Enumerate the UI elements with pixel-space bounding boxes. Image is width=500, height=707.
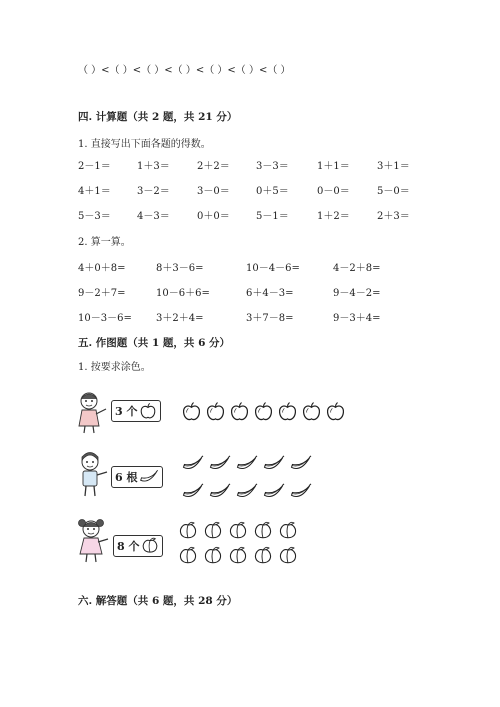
equation: 3＋2＋4= xyxy=(156,313,204,324)
equation: 1＋2＝ xyxy=(317,211,350,222)
banana-row xyxy=(181,454,313,473)
bubble-apple xyxy=(111,400,161,422)
peach-icon xyxy=(278,546,298,566)
apple-icon xyxy=(301,401,322,422)
boy-icon xyxy=(76,450,110,498)
peach-icon xyxy=(203,521,223,541)
equation: 9－4－2= xyxy=(333,288,381,299)
apple-icon xyxy=(205,401,226,422)
bubble-banana xyxy=(111,466,163,488)
banana-icon xyxy=(235,482,259,501)
banana-icon xyxy=(181,454,205,473)
equation: 2＋3＝ xyxy=(377,211,410,222)
equation: 4－3＝ xyxy=(137,211,170,222)
equation: 10－4－6= xyxy=(246,263,300,274)
peach-row xyxy=(178,521,298,541)
banana-icon xyxy=(289,454,313,473)
equation: 5－0＝ xyxy=(377,186,410,197)
section4-q1-label: 1. 直接写出下面各题的得数。 xyxy=(78,139,211,150)
peach-icon xyxy=(253,546,273,566)
equation: 6＋4－3= xyxy=(246,288,294,299)
bubble-label: 8 个 xyxy=(117,540,140,553)
apple-icon xyxy=(139,402,157,420)
equation: 1＋3＝ xyxy=(137,161,170,172)
bubble-peach xyxy=(113,535,163,557)
bubble-label: 6 根 xyxy=(115,471,138,484)
section5-q1-label: 1. 按要求涂色。 xyxy=(78,362,151,373)
equation: 0＋5＝ xyxy=(256,186,289,197)
banana-icon xyxy=(208,454,232,473)
apple-row xyxy=(181,401,346,422)
section5-title: 五. 作图题（共 1 题，共 6 分） xyxy=(78,337,231,349)
equation: 4－2＋8= xyxy=(333,263,381,274)
section4-q2-label: 2. 算一算。 xyxy=(78,237,131,248)
peach-icon xyxy=(228,521,248,541)
peach-icon xyxy=(253,521,273,541)
equation: 3－2＝ xyxy=(137,186,170,197)
equation: 5－1＝ xyxy=(256,211,289,222)
girl-pigtails-icon xyxy=(76,516,112,564)
equation: 4＋1＝ xyxy=(78,186,111,197)
equation: 3＋7－8= xyxy=(246,313,294,324)
equation: 10－3－6= xyxy=(78,313,132,324)
peach-icon xyxy=(178,521,198,541)
equation: 4＋0＋8= xyxy=(78,263,126,274)
peach-icon xyxy=(228,546,248,566)
section6-title: 六. 解答题（共 6 题，共 28 分） xyxy=(78,595,238,607)
peach-icon xyxy=(141,537,159,555)
compare-row: （ ）<（ ）<（ ）<（ ）<（ ）<（ ）<（ ） xyxy=(78,65,291,76)
equation: 2－1＝ xyxy=(78,161,111,172)
equation: 9－2＋7= xyxy=(78,288,126,299)
apple-icon xyxy=(181,401,202,422)
apple-icon xyxy=(229,401,250,422)
banana-icon xyxy=(181,482,205,501)
banana-icon xyxy=(235,454,259,473)
equation: 8＋3－6= xyxy=(156,263,204,274)
peach-row xyxy=(178,546,298,566)
apple-icon xyxy=(253,401,274,422)
banana-row xyxy=(181,482,313,501)
peach-icon xyxy=(178,546,198,566)
equation: 1＋1＝ xyxy=(317,161,350,172)
banana-icon xyxy=(262,482,286,501)
equation: 3－0＝ xyxy=(197,186,230,197)
equation: 3－3＝ xyxy=(256,161,289,172)
equation: 9－3＋4= xyxy=(333,313,381,324)
section4-title: 四. 计算题（共 2 题，共 21 分） xyxy=(78,111,238,123)
equation: 0－0＝ xyxy=(317,186,350,197)
apple-icon xyxy=(325,401,346,422)
equation: 0＋0＝ xyxy=(197,211,230,222)
equation: 5－3＝ xyxy=(78,211,111,222)
equation: 3＋1＝ xyxy=(377,161,410,172)
banana-icon xyxy=(139,468,159,486)
girl-icon xyxy=(76,390,110,434)
banana-icon xyxy=(208,482,232,501)
equation: 10－6＋6= xyxy=(156,288,210,299)
apple-icon xyxy=(277,401,298,422)
peach-icon xyxy=(203,546,223,566)
peach-icon xyxy=(278,521,298,541)
equation: 2＋2＝ xyxy=(197,161,230,172)
banana-icon xyxy=(289,482,313,501)
banana-icon xyxy=(262,454,286,473)
bubble-label: 3 个 xyxy=(115,405,138,418)
